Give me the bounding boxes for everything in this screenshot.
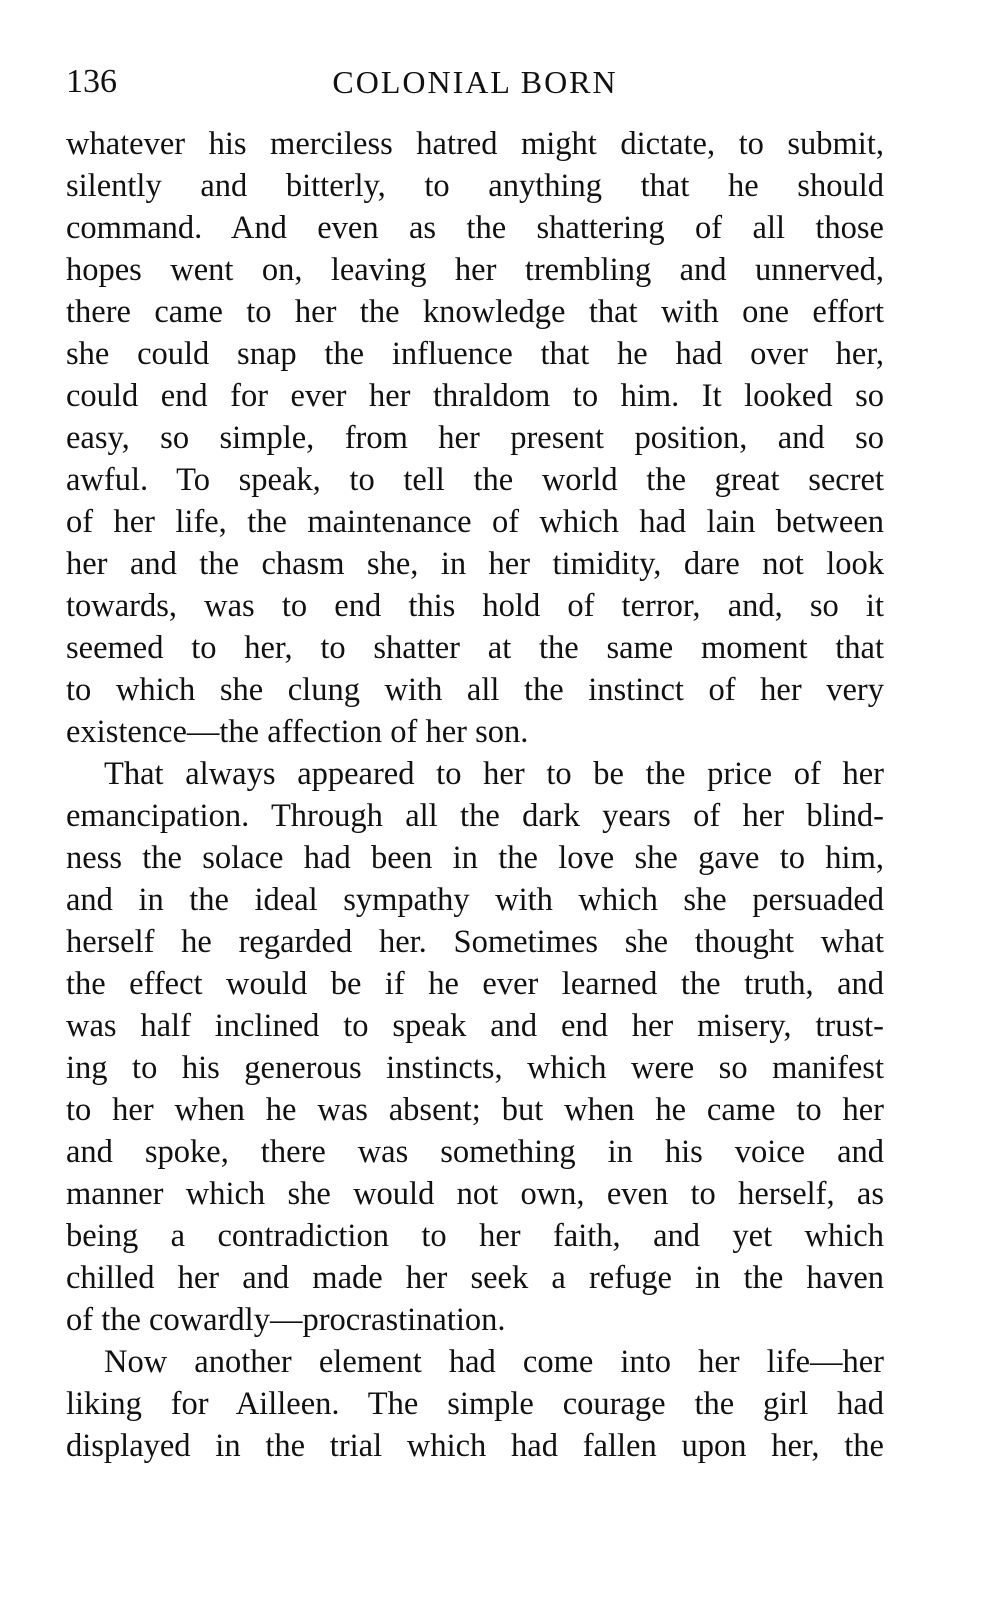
text-line: liking for Ailleen. The simple courage the girl had <box>66 1386 884 1422</box>
text-line: hopes went on, leaving her trembling and unnerved, <box>66 252 884 288</box>
text-line: and spoke, there was something in his voice and <box>66 1134 884 1170</box>
page-number: 136 <box>66 63 117 100</box>
text-line: could end for ever her thraldom to him. It looked so <box>66 378 884 414</box>
text-line: chilled her and made her seek a refuge in the haven <box>66 1260 884 1296</box>
body-text <box>66 123 884 1467</box>
text-line: command. And even as the shattering of all those <box>66 210 884 246</box>
text-line: easy, so simple, from her present position, and so <box>66 420 884 456</box>
text-line: was half inclined to speak and end her misery, trust- <box>66 1008 884 1044</box>
text-line: the effect would be if he ever learned the truth, and <box>66 966 884 1002</box>
text-line: herself he regarded her. Sometimes she thought what <box>66 924 884 960</box>
text-line: That always appeared to her to be the price of her <box>104 756 884 792</box>
text-line: seemed to her, to shatter at the same moment that <box>66 630 884 666</box>
text-line: ness the solace had been in the love she gave to him, <box>66 840 884 876</box>
text-line: her and the chasm she, in her timidity, dare not look <box>66 546 884 582</box>
text-line: ing to his generous instincts, which were so manifest <box>66 1050 884 1086</box>
text-line: manner which she would not own, even to herself, as <box>66 1176 884 1212</box>
text-line: to her when he was absent; but when he came to her <box>66 1092 884 1128</box>
running-title: COLONIAL BORN <box>332 64 618 100</box>
text-line: displayed in the trial which had fallen upon her, the <box>66 1428 884 1464</box>
text-line: emancipation. Through all the dark years of her blind- <box>66 798 884 834</box>
running-head <box>66 60 884 104</box>
text-line: existence—the affection of her son. <box>66 714 529 750</box>
text-line: awful. To speak, to tell the world the great secret <box>66 462 884 498</box>
text-line: she could snap the influence that he had over her, <box>66 336 884 372</box>
text-line: there came to her the knowledge that with one effort <box>66 294 884 330</box>
text-line: of the cowardly—procrastination. <box>66 1302 506 1338</box>
text-line: being a contradiction to her faith, and yet which <box>66 1218 884 1254</box>
text-line: and in the ideal sympathy with which she persuaded <box>66 882 884 918</box>
text-line: of her life, the maintenance of which had lain between <box>66 504 884 540</box>
text-line: whatever his merciless hatred might dictate, to submit, <box>66 126 884 162</box>
text-line: silently and bitterly, to anything that he should <box>66 168 884 204</box>
text-line: to which she clung with all the instinct of her very <box>66 672 884 708</box>
text-line: Now another element had come into her life—her <box>104 1344 884 1380</box>
text-line: towards, was to end this hold of terror, and, so it <box>66 588 884 624</box>
